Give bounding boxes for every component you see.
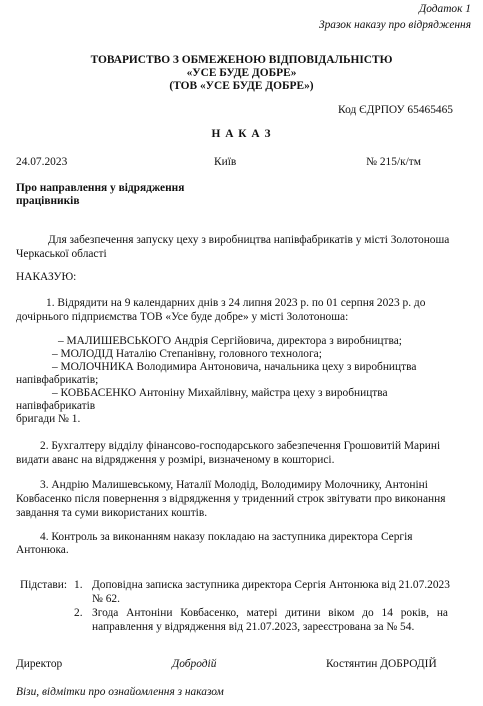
employee-list-item-cont: бригади № 1.	[16, 413, 81, 425]
basis-item-number: 1.	[74, 579, 83, 591]
company-short-name: (ТОВ «УСЕ БУДЕ ДОБРЕ»)	[169, 80, 314, 92]
order-item-1-cont: дочірнього підприємства ТОВ «Усе буде добре» у місті Золотоноша:	[16, 311, 349, 323]
basis-item-cont: № 62.	[92, 593, 120, 605]
company-brand: «УСЕ БУДЕ ДОБРЕ»	[186, 67, 297, 79]
employee-list-item: – МАЛИШЕВСЬКОГО Андрія Сергійовича, директора з виробництва;	[58, 335, 402, 347]
order-item-2: 2. Бухгалтеру відділу фінансово-господарського забезпечення Грошовитій Марині	[40, 440, 441, 452]
signature: Добродій	[172, 658, 217, 670]
signatory-position: Директор	[16, 658, 63, 670]
order-item-3-cont: Ковбасенко після повернення з відрядження у триденний строк звітувати про виконання	[16, 493, 446, 505]
order-item-2-cont: видати аванс на відрядження у розмірі, визначеному в кошторисі.	[16, 454, 335, 466]
order-preamble: Для забезпечення запуску цеху з виробництва напівфабрикатів у місті Золотоноша	[48, 234, 450, 246]
employee-list-item-cont: напівфабрикатів;	[16, 374, 99, 386]
basis-item: Доповідна записка заступника директора Сергія Антонюка від 21.07.2023	[92, 579, 450, 591]
acknowledgement-note: Візи, відмітки про ознайомлення з наказом	[16, 686, 224, 698]
order-date: 24.07.2023	[16, 156, 68, 168]
order-number: № 215/к/тм	[366, 156, 421, 168]
basis-label: Підстави:	[20, 579, 68, 591]
order-preamble-cont: Черкаської області	[16, 248, 107, 260]
order-item-4: 4. Контроль за виконанням наказу покладаю на заступника директора Сергія	[40, 531, 413, 543]
order-subject-cont: працівників	[16, 195, 80, 207]
employee-list-item: – МОЛОДІД Наталію Степанівну, головного технолога;	[52, 348, 322, 360]
order-city: Київ	[214, 156, 237, 168]
order-item-3-cont: завдання та суми використаних коштів.	[16, 507, 208, 519]
signatory-name: Костянтин ДОБРОДІЙ	[326, 658, 437, 670]
basis-item-number: 2.	[74, 607, 83, 619]
order-subject: Про направлення у відрядження	[16, 182, 185, 194]
order-command: НАКАЗУЮ:	[16, 271, 77, 283]
order-item-1: 1. Відрядити на 9 календарних днів з 24 липня 2023 р. по 01 серпня 2023 р. до	[46, 297, 426, 309]
order-item-3: 3. Андрію Малишевському, Наталії Молодід, Володимиру Молочнику, Антоніні	[40, 479, 428, 491]
basis-item: Згода Антоніни Ковбасенко, матері дитини віком до 14 років, на	[92, 607, 448, 619]
edrpou-code: Код ЄДРПОУ 65465465	[338, 104, 453, 116]
order-title: Н А К А З	[211, 128, 272, 140]
employee-list-item: – КОВБАСЕНКО Антоніну Михайлівну, майстра цеху з виробництва	[52, 387, 388, 399]
employee-list-item-cont: напівфабрикатів	[16, 400, 96, 412]
basis-item-cont: направлення у відрядження від 21.07.2023, зареєстрована за № 54.	[92, 621, 415, 633]
appendix-label: Додаток 1	[418, 3, 471, 15]
company-name: ТОВАРИСТВО З ОБМЕЖЕНОЮ ВІДПОВІДАЛЬНІСТЮ	[90, 54, 393, 66]
sample-caption: Зразок наказу про відрядження	[318, 19, 471, 31]
employee-list-item: – МОЛОЧНИКА Володимира Антоновича, начальника цеху з виробництва	[52, 361, 417, 373]
order-item-4-cont: Антонюка.	[16, 544, 69, 556]
